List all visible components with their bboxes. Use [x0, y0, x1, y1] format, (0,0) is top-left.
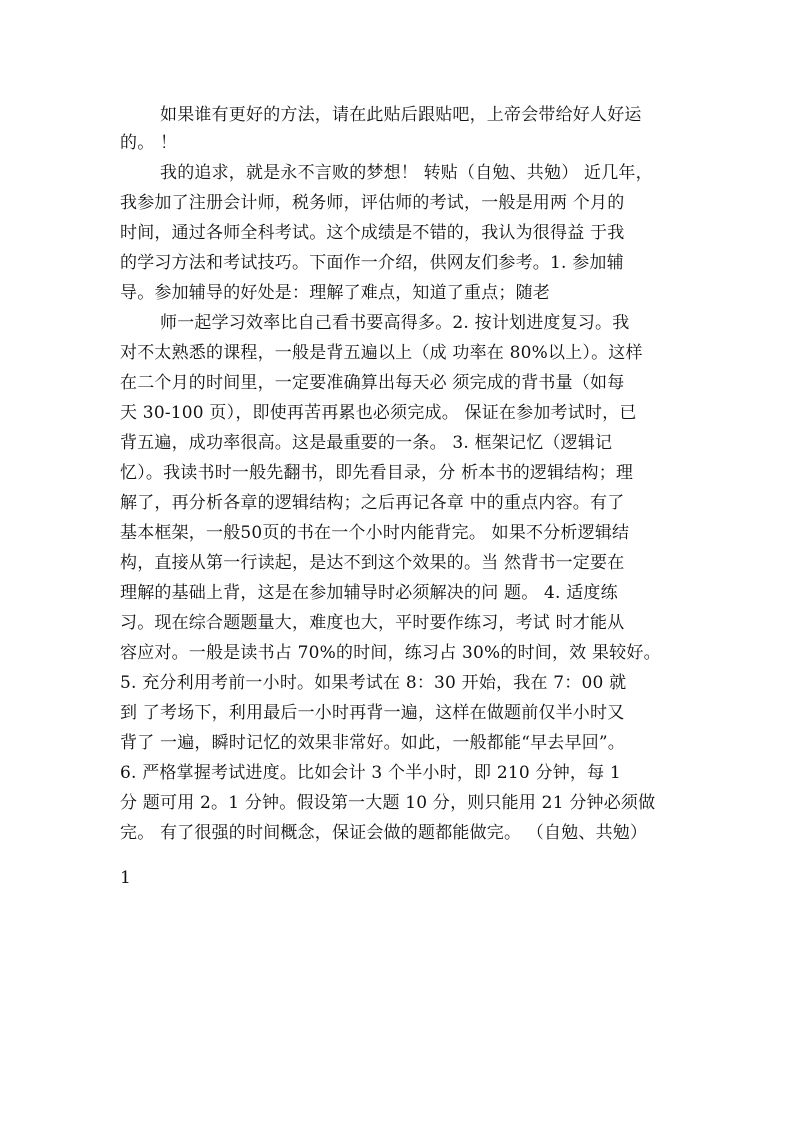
paragraph-line: 5. 充分利用考前一小时。如果考试在 8：30 开始，我在 7：00 就 [120, 673, 627, 693]
paragraph-line: 完。 有了很强的时间概念，保证会做的题都能做完。 （自勉、共勉） [120, 823, 648, 843]
paragraph-line: 到 了考场下，利用最后一小时再背一遍，这样在做题前仅半小时又 [120, 703, 625, 723]
paragraph-line: 导。参加辅导的好处是：理解了难点，知道了重点；随老 [120, 283, 550, 303]
paragraph-line: 基本框架，一般50页的书在一个小时内能背完。 如果不分析逻辑结 [120, 523, 630, 543]
paragraph-line: 忆）。我读书时一般先翻书，即先看目录，分 析本书的逻辑结构；理 [120, 463, 634, 483]
paragraph-line: 分 题可用 2。1 分钟。假设第一大题 10 分，则只能用 21 分钟必须做 [120, 793, 656, 813]
paragraph-line: 师一起学习效率比自己看书要高得多。2. 按计划进度复习。我 [160, 313, 630, 333]
paragraph-line: 我的追求，就是永不言败的梦想！ 转贴（自勉、共勉） 近几年， [160, 163, 653, 183]
page-number: 1 [120, 868, 131, 888]
paragraph-line: 构，直接从第一行读起，是达不到这个效果的。当 然背书一定要在 [120, 553, 625, 573]
paragraph-line: 在二个月的时间里，一定要准确算出每天必 须完成的背书量（如每 [120, 373, 625, 393]
paragraph-line: 的。 ！ [120, 133, 178, 153]
paragraph-line: 习。现在综合题题量大，难度也大，平时要作练习，考试 时才能从 [120, 613, 625, 633]
paragraph-line: 解了，再分析各章的逻辑结构；之后再记各章 中的重点内容。有了 [120, 493, 625, 513]
paragraph-line: 容应对。一般是读书占 70%的时间，练习占 30%的时间，效 果较好。 [120, 643, 661, 663]
paragraph-line: 如果谁有更好的方法，请在此贴后跟贴吧，上帝会带给好人好运 [160, 105, 642, 125]
paragraph-line: 对不太熟悉的课程，一般是背五遍以上（成 功率在 80%以上）。这样 [120, 343, 643, 363]
paragraph-line: 我参加了注册会计师，税务师，评估师的考试，一般是用两 个月的 [120, 193, 625, 213]
paragraph-line: 时间，通过各师全科考试。这个成绩是不错的，我认为很得益 于我 [120, 223, 625, 243]
paragraph-line: 天 30-100 页），即使再苦再累也必须完成。 保证在参加考试时，已 [120, 403, 637, 423]
paragraph-line: 背五遍，成功率很高。这是最重要的一条。 3. 框架记忆（逻辑记 [120, 433, 613, 453]
paragraph-line: 背了 一遍，瞬时记忆的效果非常好。如此，一般都能“早去早回”。 [120, 733, 625, 753]
paragraph-line: 6. 严格掌握考试进度。比如会计 3 个半小时，即 210 分钟，每 1 [120, 763, 621, 783]
paragraph-line: 的学习方法和考试技巧。下面作一介绍，供网友们参考。1. 参加辅 [120, 253, 624, 273]
paragraph-line: 理解的基础上背，这是在参加辅导时必须解决的问 题。 4. 适度练 [120, 583, 618, 603]
